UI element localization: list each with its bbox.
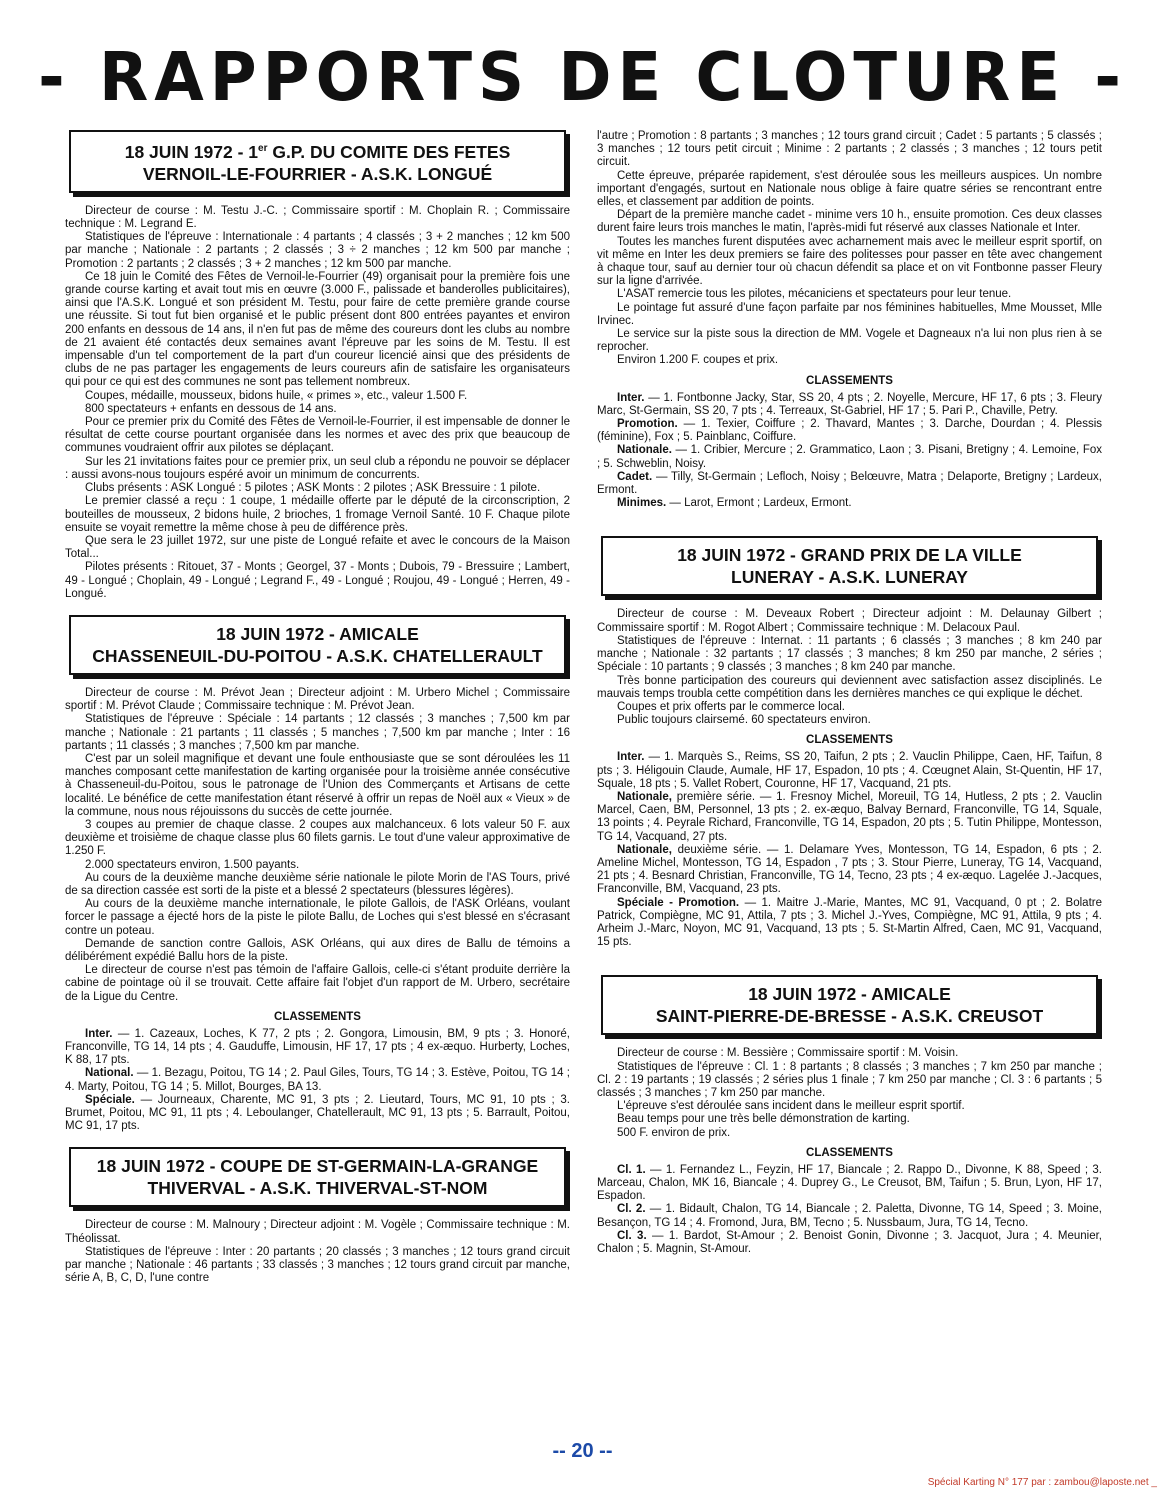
result-label: Inter. — [85, 1027, 113, 1040]
result-label: National. — [85, 1067, 134, 1080]
result-label: Nationale. — [617, 444, 672, 457]
header-line1: 18 JUIN 1972 - AMICALE — [216, 623, 419, 644]
paragraph: Statistiques de l'épreuve : Cl. 1 : 8 partants ; 8 classés ; 3 manches ; 7 km 250 par manche ; Cl. 2 : 19 partants ; 19 classés ; 2 séries plus 1 finale ; 7 km 250 par manche ; Cl. 3 : 6 partants ; 5 classés ; 3 manches ; 7 km 250 par manche. — [597, 1060, 1102, 1099]
result-row — [597, 418, 1102, 444]
result-text: — Tilly, St-Germain ; Lefloch, Noisy ; Belœuvre, Matra ; Delaporte, Bretigny ; Lardeux, Ermont. — [597, 470, 1102, 497]
paragraph: Statistiques de l'épreuve : Internat. : 11 partants ; 6 classés ; 3 manches ; 8 km 240 par manche ; Nationale : 32 partants ; 17 classés ; 3 manches; 8 km 250 par manche, 2 séries ; Spéciale : 10 partants ; 9 classés ; 3 manches ; 8 km 240 par manche. — [597, 634, 1102, 674]
result-label: Spéciale - Promotion. — [617, 896, 740, 909]
paragraph: Le directeur de course n'est pas témoin de l'affaire Gallois, celle-ci s'étant produite derrière la cabine de pointage où il se trouvait. Cette affaire fait l'objet d'un rapport de M. Urbero, secrétaire de la Ligue du Centre. — [65, 964, 570, 1003]
result-text: — 1. Cribier, Mercure ; 2. Grammatico, Laon ; 3. Pisani, Bretigny ; 4. Lemoine, Fox ; 5. Schweblin, Noisy. — [597, 444, 1102, 470]
classements-heading: CLASSEMENTS — [274, 1010, 361, 1023]
result-label: Inter. — [617, 751, 645, 764]
article-body-stgermain-continued — [597, 130, 1102, 510]
header-line2: LUNERAY - A.S.K. LUNERAY — [731, 567, 968, 588]
paragraph: Directeur de course : M. Prévot Jean ; Directeur adjoint : M. Urbero Michel ; Commissaire sportif : M. Prévot Claude ; Commissaire technique : M. Prévot Jean. — [65, 686, 570, 713]
result-label: Spéciale. — [85, 1093, 135, 1106]
paragraph: 800 spectateurs + enfants en dessous de 14 ans. — [85, 402, 337, 415]
paragraph: Le pointage fut assuré d'une façon parfaite par nos féminines habituelles, Mme Mousset, Mlle Irvinec. — [597, 301, 1102, 327]
article-header-chasseneuil — [69, 615, 566, 675]
result-row — [597, 897, 1102, 950]
result-text: — 1. Bardot, St-Amour ; 2. Benoist Gonin, Divonne ; 3. Jacquot, Jura ; 4. Meunier, Chalon ; 5. Magnin, St-Amour. — [597, 1229, 1102, 1255]
paragraph: Demande de sanction contre Gallois, ASK Orléans, qui aux dires de Ballu de témoins a délibérément expédié Ballu hors de la piste. — [65, 937, 570, 963]
result-row — [597, 471, 1102, 497]
result-label: Minimes. — [617, 497, 667, 510]
paragraph: Que sera le 23 juillet 1972, sur une piste de Longué refaite et avec le concours de la Maison Total... — [65, 534, 570, 561]
result-label: Inter. — [617, 391, 645, 404]
result-text: — 1. Bezagu, Poitou, TG 14 ; 2. Paul Giles, Tours, TG 14 ; 3. Estève, Poitou, TG 14 ; 4. Marty, Poitou, TG 14 ; 5. Millot, Bourges, BA 13. — [65, 1067, 570, 1093]
classements-heading: CLASSEMENTS — [806, 1146, 893, 1159]
header-line2: VERNOIL-LE-FOURRIER - A.S.K. LONGUÉ — [142, 163, 493, 184]
paragraph: Départ de la première manche cadet - minime vers 10 h., ensuite promotion. Ces deux classes durent faire leurs trois manches le matin, l'après-midi fut réservé aux classes Nationale et Inter. — [597, 209, 1102, 235]
paragraph: 500 F. environ de prix. — [617, 1126, 731, 1139]
header-line1-b: G.P. DU COMITE DES FETES — [267, 141, 511, 162]
result-label: Nationale, — [617, 790, 672, 803]
result-row — [597, 392, 1102, 418]
result-label: Cl. 1. — [617, 1163, 646, 1176]
article-header-stgermain — [69, 1147, 566, 1207]
paragraph: Directeur de course : M. Bessière ; Commissaire sportif : M. Voisin. — [617, 1047, 959, 1060]
paragraph: Beau temps pour une très belle démonstration de karting. — [617, 1113, 910, 1126]
paragraph: Coupes, médaille, mousseux, bidons huile, « primes », etc., valeur 1.500 F. — [85, 389, 468, 402]
result-row — [65, 1094, 570, 1134]
header-line1-sup: er — [258, 143, 268, 154]
result-row — [597, 497, 1102, 510]
header-line1: 18 JUIN 1972 - AMICALE — [748, 984, 951, 1005]
header-line1-a: 18 JUIN 1972 - 1 — [124, 141, 259, 162]
article-header-luneray — [601, 536, 1098, 596]
paragraph: Sur les 21 invitations faites pour ce premier prix, un seul club a répondu ne pouvoir se déplacer : aussi avons-nous toujours espéré avoir un minimum de concurrents. — [65, 455, 570, 481]
article-body-vernoil — [65, 205, 570, 601]
article-body-stgermain — [65, 1219, 570, 1285]
header-line2: SAINT-PIERRE-DE-BRESSE - A.S.K. CREUSOT — [655, 1006, 1044, 1027]
page-number: -- 20 -- — [552, 1440, 613, 1462]
paragraph: Statistiques de l'épreuve : Spéciale : 14 partants ; 12 classés ; 3 manches ; 7,500 km par manche ; Nationale : 21 partants ; 11 classés ; 5 manches ; 7,500 km par manche ; Inter : 16 partants ; 11 classés ; 3 manches ; 7,500 km par manche. — [65, 713, 570, 752]
article-body-luneray — [597, 608, 1102, 949]
result-row — [65, 1028, 570, 1068]
result-text: — 1. Bidault, Chalon, TG 14, Biancale ; 2. Paletta, Divonne, TG 14, Speed ; 3. Moine, Besançon, TG 14 ; 4. Fromond, Jura, BM, Tecno ; 5. Nussbaum, Jura, TG 14, Tecno. — [597, 1203, 1102, 1229]
result-row — [597, 751, 1102, 791]
paragraph: Clubs présents : ASK Longué : 5 pilotes ; ASK Monts : 2 pilotes ; ASK Bressuire : 1 pilote. — [85, 482, 541, 495]
paragraph: Le premier classé a reçu : 1 coupe, 1 médaille offerte par le député de la circonscription, 2 bouteilles de mousseux, 2 bidons huile, 2 brioches, 1 fromage Vernoil Santé. 10 F. Chaque pilote ensuite se voyait remettre la même chose à peu de différence près. — [65, 495, 570, 534]
result-row — [597, 844, 1102, 897]
article-body-chasseneuil — [65, 687, 570, 1134]
result-text: première série. — 1. Fresnoy Michel, Moreuil, TG 14, Hutless, 2 pts ; 2. Vauclin Marcel, Caen, BM, Personnel, 13 pts ; 2. ex-æquo, Balvay Bernard, Franconville, TG 14, Squale, 13 points ; 4. Peyrale Richard, Franconville, TG 14, Espadon, 20 pts ; 5. Tutin Philippe, Montesson, TG 14, Vacquand, 27 pts. — [597, 790, 1102, 843]
paragraph: Le service sur la piste sous la direction de MM. Vogele et Dagneaux n'a lui non plus rien à se reprocher. — [597, 328, 1102, 354]
result-text: — 1. Fontbonne Jacky, Star, SS 20, 4 pts ; 2. Noyelle, Mercure, HF 17, 6 pts ; 3. Fleury Marc, St-Germain, SS 20, 7 pts ; 4. Terreaux, St-Gabriel, HF 17 ; 5. Pari P., Chaville, Petry. — [597, 391, 1102, 417]
result-label: Cl. 2. — [617, 1203, 646, 1216]
paragraph: Pour ce premier prix du Comité des Fêtes de Vernoil-le-Fourrier, il est impensable de donner le résultat de cette course pourtant organisée dans les normes et avec des prix que beaucoup de communes voudraient offrir aux pilotes se déplaçant. — [65, 416, 570, 455]
result-row — [65, 1067, 570, 1093]
result-text: deuxième série. — 1. Delamare Yves, Montesson, TG 14, Espadon, 6 pts ; 2. Ameline Michel, Montesson, TG 14, Espadon , 7 pts ; 3. Stour Pierre, Luneray, TG 14, Vacquand, 21 pts ; 4. Besnard Christian, Franconville, TG 14, Tecno, 23 pts ; 4 ex-æquo. Lagelée J.-Jacques, Franconville, BM, Vacquand, 23 pts. — [597, 843, 1102, 896]
article-header-bresse — [601, 975, 1098, 1035]
result-text: — 1. Maitre J.-Marie, Mantes, MC 91, Vacquand, 0 pt ; 2. Bolatre Patrick, Compiègne, MC 91, Attila, 7 pts ; 3. Michel J.-Yves, Compiègne, MC 91, Attila, 9 pts ; 4. Arheim J.-Marc, Noyon, MC 91, Vacquand, 13 pts ; 5. St-Martin Alfred, Caen, MC 91, Vacquand, 15 pts. — [597, 896, 1102, 949]
result-row — [597, 1164, 1102, 1204]
result-label: Cadet. — [617, 470, 653, 483]
right-column — [597, 130, 1102, 1256]
paragraph: 3 coupes au premier de chaque classe. 2 coupes aux malchanceux. 6 lots valeur 50 F. aux deuxième et troisième de chaque classe plus 60 filets garnis. Le tout d'une valeur approximative de 1.250 F. — [65, 818, 570, 858]
result-text: — 1. Marquès S., Reims, SS 20, Taifun, 2 pts ; 2. Vauclin Philippe, Caen, HF, Taifun, 8 pts ; 3. Héligouin Claude, Aumale, HF 17, Espadon, 10 pts ; 4. Cœugnet Alain, St-Quentin, HF 17, Squale, 18 pts ; 5. Vallet Robert, Couronne, HF 17, Vacquand, 21 pts. — [597, 751, 1102, 790]
result-label: Cl. 3. — [617, 1229, 647, 1242]
paragraph: L'ASAT remercie tous les pilotes, mécaniciens et spectateurs pour leur tenue. — [617, 288, 1012, 301]
result-text: — 1. Cazeaux, Loches, K 77, 2 pts ; 2. Gongora, Limousin, BM, 9 pts ; 3. Honoré, Franconville, TG 14, 14 pts ; 4. Gauduffe, Limousin, HF 17, 17 pts ; 4 ex-æquo. Hurberty, Loches, K 88, 17 pts. — [65, 1027, 570, 1067]
result-label: Promotion. — [617, 418, 678, 431]
paragraph: Public toujours clairsemé. 60 spectateurs environ. — [617, 714, 871, 727]
paragraph: Directeur de course : M. Testu J.-C. ; Commissaire sportif : M. Choplain R. ; Commissaire technique : M. Legrand E. — [65, 204, 570, 231]
classements-heading: CLASSEMENTS — [806, 734, 893, 747]
paragraph: Coupes et prix offerts par le commerce local. — [617, 700, 845, 713]
result-text: — 1. Texier, Coiffure ; 2. Thavard, Mantes ; 3. Darche, Dourdan ; 4. Plessis (féminine), Fox ; 5. Painblanc, Coiffure. — [597, 418, 1102, 444]
header-line1: 18 JUIN 1972 - GRAND PRIX DE LA VILLE — [677, 545, 1022, 566]
paragraph: C'est par un soleil magnifique et devant une foule enthousiaste que se sont déroulées les 11 manches composant cette manifestation de karting organisée pour la troisième année consécutive à Chasseneuil-du-Poitou, sous le patronage de l'Union des Commerçants et Artisans de cette localité. Le bénéfice de cette manifestation étant réservé à offrir un repas de Noël aux « Vieux » de la commune, nous nous réjouissons du succès de cette journée. — [65, 752, 570, 818]
left-column — [65, 130, 570, 1285]
header-line1: 18 JUIN 1972 - COUPE DE ST-GERMAIN-LA-GRANGE — [96, 1156, 539, 1177]
paragraph: Très bonne participation des coureurs qui deviennent avec satisfaction assez disciplinés. Le mauvais temps troubla cette compétition dans les dernières manches ce qui explique le déchet. — [597, 674, 1102, 700]
result-text: — Larot, Ermont ; Lardeux, Ermont. — [666, 497, 852, 510]
paragraph: Ce 18 juin le Comité des Fêtes de Vernoil-le-Fourrier (49) organisait pour la première fois une grande course karting et avait tout mis en œuvre (3.000 F., palissade et banderolles publicitaires), ainsi que l'A.S.K. Longué et son président M. Testu, pour faire de cette première grande course une réussite. Si tout fut bien organisé et le public présent dont 800 entrées payantes et environ 200 enfants en dessous de 14 ans, il n'en fut pas de même des coureurs dont les clubs au nombre de 21 avaient été contactés deux semaines avant l'épreuve par les soins de M. Testu. Il est impensable d'un tel comportement de la part d'un coureur licencié ainsi que des présidents de clubs de ne pas partager les engagements de leurs coureurs afin de satisfaire les organisateurs qui pour ce qui est des communes ne sont pas tellement nombreux. — [65, 270, 570, 389]
paragraph: Toutes les manches furent disputées avec acharnement mais avec le meilleur esprit sportif, on vit même en Inter les deux premiers se faire des politesses pour passer en tête avec changement à chaque tour, sauf au dernier tour où chacun défendit sa place et on vit Fontbonne passer Fleury sur la ligne d'arrivée. — [597, 235, 1102, 288]
result-text: — Journeaux, Charente, MC 91, 3 pts ; 2. Lieutard, Tours, MC 91, 10 pts ; 3. Brumet, Poitou, MC 91, 11 pts ; 4. Leboulanger, Chatellerault, MC 91, 13 pts ; 5. Barrault, Poitou, MC 91, 17 pts. — [65, 1093, 570, 1133]
result-row — [597, 1230, 1102, 1256]
paragraph: Environ 1.200 F. coupes et prix. — [617, 354, 779, 367]
paragraph: 2.000 spectateurs environ, 1.500 payants. — [85, 858, 300, 871]
classements-heading: CLASSEMENTS — [806, 374, 893, 387]
result-row — [597, 791, 1102, 844]
paragraph: Directeur de course : M. Malnoury ; Directeur adjoint : M. Vogèle ; Commissaire technique : M. Théolissat. — [65, 1219, 570, 1245]
page-title: - RAPPORTS DE CLOTURE - — [38, 39, 1127, 117]
paragraph: Pilotes présents : Ritouet, 37 - Monts ; Georgel, 37 - Monts ; Dubois, 79 - Bressuire ; Lambert, 49 - Longué ; Choplain, 49 - Longué ; Legrand F., 49 - Longué ; Roujou, 49 - Longué ; Herren, 49 - Longué. — [65, 561, 570, 600]
result-row — [597, 444, 1102, 470]
paragraph: Au cours de la deuxième manche deuxième série nationale le pilote Morin de l'AS Tours, privé de sa direction cassée est sorti de la piste et a blessé 2 spectateurs (blessures légères). — [65, 871, 570, 897]
paragraph: Directeur de course : M. Deveaux Robert ; Directeur adjoint : M. Delaunay Gilbert ; Commissaire sportif : M. Rogot Albert ; Commissaire technique : M. Delacoux Paul. — [597, 608, 1102, 634]
paragraph: Cette épreuve, préparée rapidement, s'est déroulée sous les meilleurs auspices. Un nombre important d'engagés, surtout en Nationale nous oblige à faire quatre séries se rencontrant entre elles, et classement par addition de points. — [597, 169, 1102, 209]
article-header-vernoil — [69, 130, 566, 193]
header-line2: THIVERVAL - A.S.K. THIVERVAL-ST-NOM — [147, 1178, 488, 1199]
paragraph: Statistiques de l'épreuve : Inter : 20 partants ; 20 classés ; 3 manches ; 12 tours grand circuit par manche ; Nationale : 46 partants ; 33 classés ; 3 manches ; 12 tours grand circuit par manche, série A, B, C, D, l'une contre — [65, 1245, 570, 1285]
header-line2: CHASSENEUIL-DU-POITOU - A.S.K. CHATELLERAULT — [92, 645, 543, 666]
paragraph: Au cours de la deuxième manche internationale, le pilote Gallois, de l'ASK Orléans, voulant forcer le passage a éjecté hors de la piste le pilote Ballu, de Loches qui s'est blessé en s'écrasant contre un poteau. — [65, 898, 570, 937]
article-body-bresse — [597, 1047, 1102, 1256]
footer-credit: Spécial Karting N° 177 par : zambou@laposte.net _ — [927, 1477, 1157, 1488]
result-row — [597, 1203, 1102, 1229]
paragraph: L'épreuve s'est déroulée sans incident dans le meilleur esprit sportif. — [617, 1100, 965, 1113]
paragraph: l'autre ; Promotion : 8 partants ; 3 manches ; 12 tours grand circuit ; Cadet : 5 partants ; 5 classés ; 3 manches ; 12 tours petit circuit ; Minime : 2 partants ; 2 classés ; 3 manches ; 12 tours petit circuit. — [597, 130, 1102, 169]
result-label: Nationale, — [617, 843, 672, 856]
result-text: — 1. Fernandez L., Feyzin, HF 17, Biancale ; 2. Rappo D., Divonne, K 88, Speed ; 3. Marceau, Chalon, MK 16, Biancale ; 4. Duprey G., Le Creusot, BM, Taifun ; 5. Brun, Lyon, HF 17, Espadon. — [597, 1163, 1102, 1203]
paragraph: Statistiques de l'épreuve : Internationale : 4 partants ; 4 classés ; 3 + 2 manches ; 12 km 500 par manche ; Nationale : 2 partants ; 2 classés ; 3 ÷ 2 manches ; 12 km 500 par manche ; Promotion : 2 partants ; 2 classés ; 3 + 2 manches ; 12 km 500 par manche. — [65, 231, 570, 270]
